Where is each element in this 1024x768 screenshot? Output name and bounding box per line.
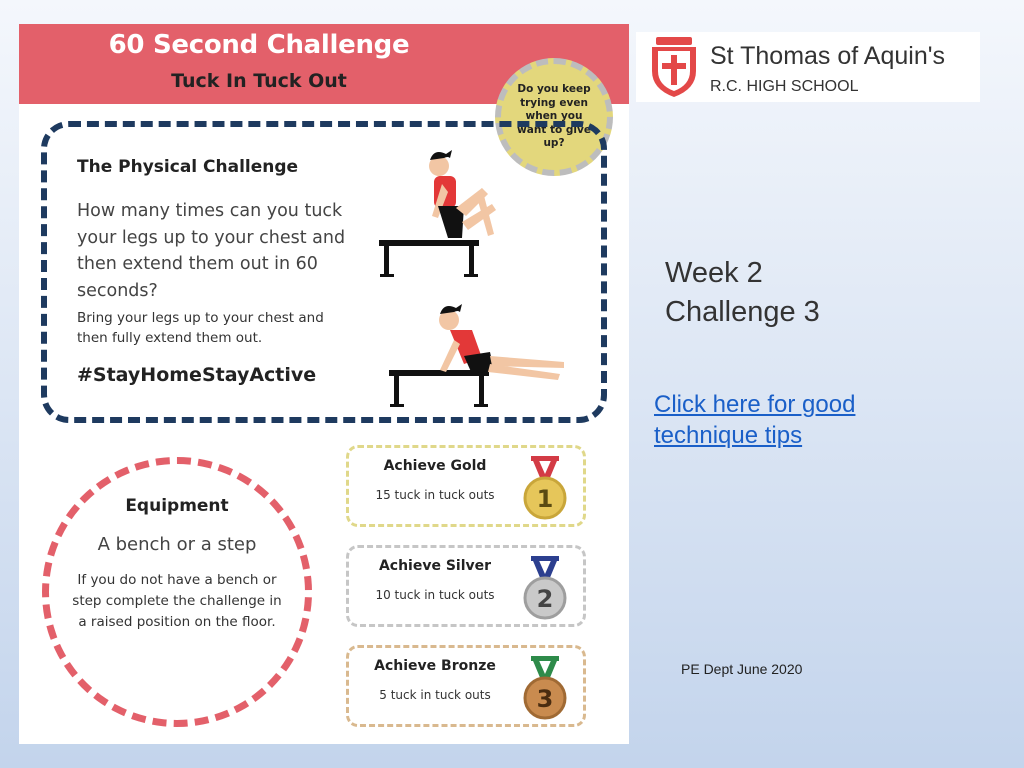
equipment-main: A bench or a step — [97, 534, 257, 555]
award-title: Achieve Bronze — [374, 658, 496, 674]
physical-challenge-heading: The Physical Challenge — [77, 157, 299, 177]
poster-title: 60 Second Challenge — [108, 30, 410, 60]
award-title: Achieve Silver — [378, 558, 492, 574]
school-subtitle: R.C. HIGH SCHOOL — [710, 78, 859, 95]
hashtag: #StayHomeStayActive — [77, 364, 317, 386]
tuck-out-figure-icon — [439, 304, 564, 380]
physical-challenge-instruction: Bring your legs up to your chest and then fully extend them out. — [77, 310, 324, 346]
week-label: Week 2 — [665, 257, 763, 289]
gold-medal-icon — [517, 454, 573, 524]
award-gold-box — [346, 445, 586, 527]
medal-number: 3 — [536, 685, 554, 713]
medal-number: 2 — [536, 585, 554, 613]
challenge-poster — [19, 24, 629, 744]
physical-challenge-question: How many times can you tuck your legs up to your chest and then extend them out in 60 seconds? — [77, 201, 346, 301]
medal-number: 1 — [536, 485, 554, 513]
equipment-note: If you do not have a bench or step complete the challenge in a raised position on the floor. — [72, 572, 282, 630]
school-crest-icon — [644, 35, 704, 99]
footer-note: PE Dept June 2020 — [681, 661, 803, 677]
challenge-label: Challenge 3 — [665, 296, 820, 328]
award-silver-box — [346, 545, 586, 627]
equipment-heading: Equipment — [125, 496, 229, 516]
award-detail: 15 tuck in tuck outs — [375, 488, 495, 502]
award-title: Achieve Gold — [383, 458, 487, 474]
week-title — [665, 254, 925, 332]
bronze-medal-icon — [517, 654, 573, 724]
technique-tips-link[interactable]: Click here for good technique tips — [654, 391, 856, 449]
award-detail: 10 tuck in tuck outs — [375, 588, 495, 602]
bench-icon — [379, 240, 479, 277]
school-name: St Thomas of Aquin's — [710, 42, 945, 70]
silver-medal-icon — [517, 554, 573, 624]
award-bronze-box — [346, 645, 586, 727]
bench-icon — [389, 370, 489, 407]
tuck-in-figure-icon — [429, 150, 496, 238]
award-detail: 5 tuck in tuck outs — [379, 688, 491, 702]
motivation-badge-text: Do you keep trying even when you want to give up? — [517, 82, 591, 150]
school-logo — [636, 32, 980, 102]
poster-subtitle: Tuck In Tuck Out — [171, 70, 347, 92]
exercise-illustration — [364, 144, 584, 414]
